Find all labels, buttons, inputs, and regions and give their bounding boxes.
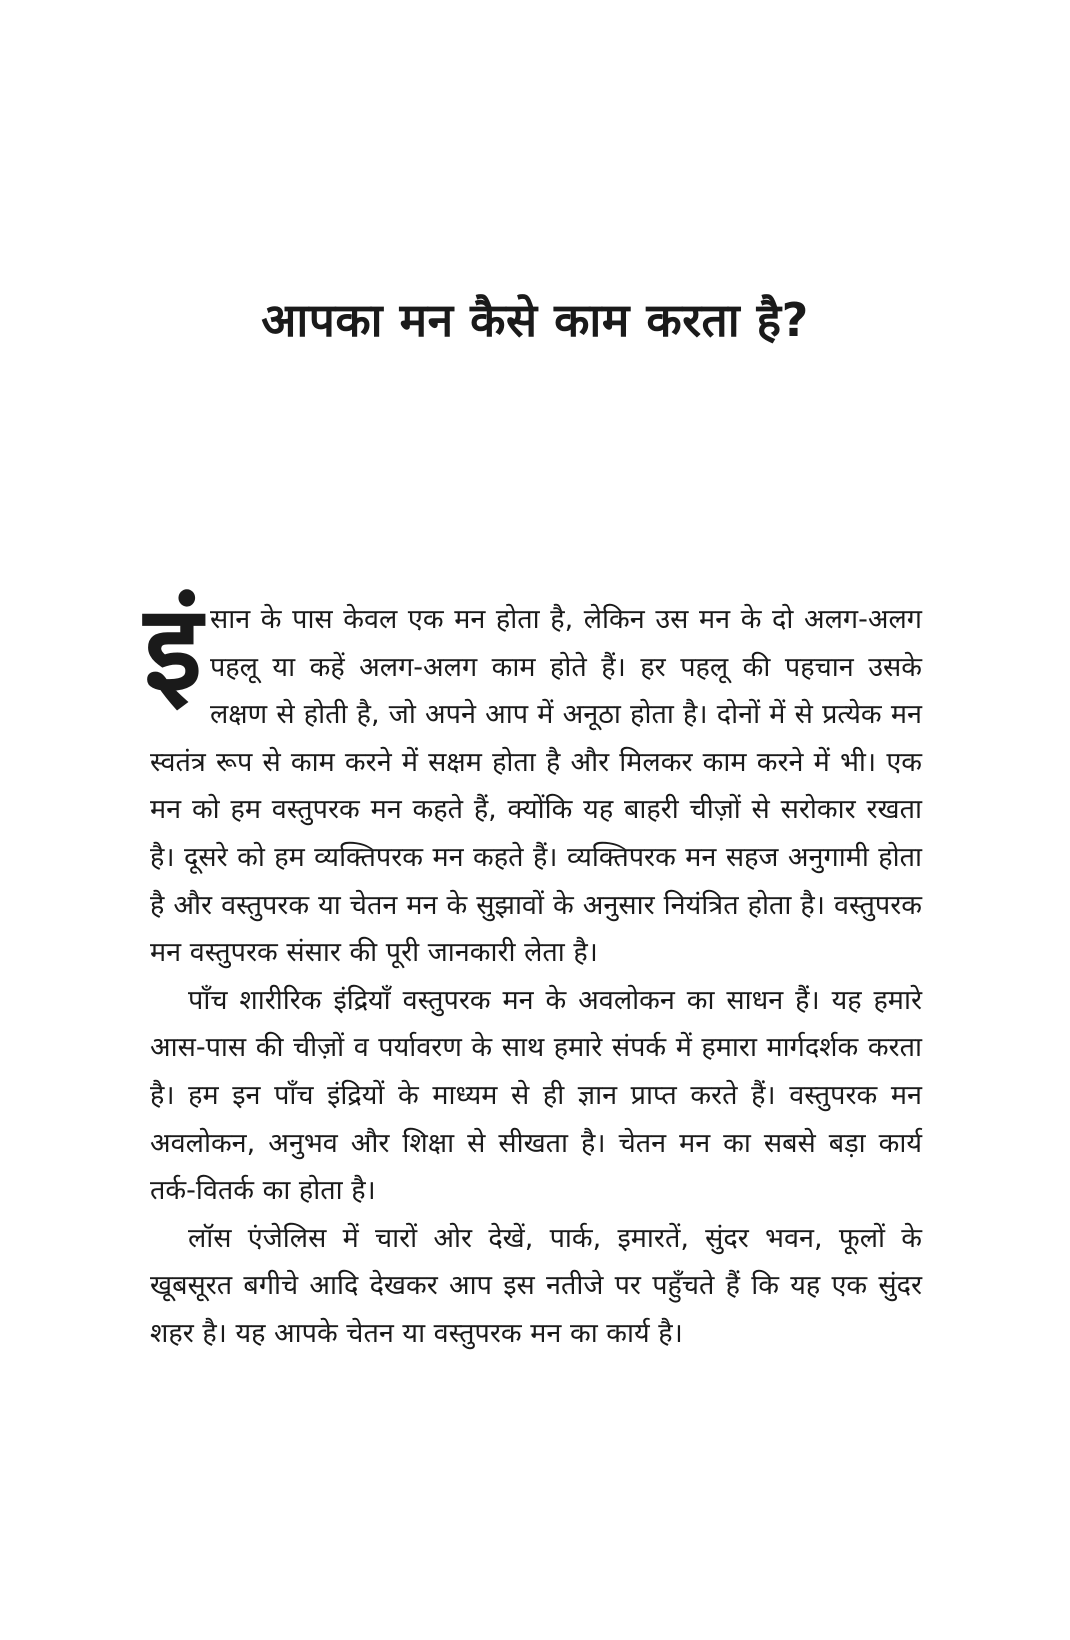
paragraph-1-text: सान के पास केवल एक मन होता है, लेकिन उस मन के दो अलग-अलग पहलू या कहें अलग-अलग काम होते हैं। हर पहलू की पहचान उसके लक्षण से होती है, जो अपने आप में अनूठा होता है। दोनों में से प्रत्येक मन स्वतंत्र रूप से काम करने में सक्षम होता है और मिलकर काम करने में भी। एक मन को हम वस्तुपरक मन कहते हैं, क्योंकि यह बाहरी चीज़ों से सरोकार रखता है। दूसरे को हम व्यक्तिपरक मन कहते हैं। व्यक्तिपरक मन सहज अनुगामी होता है और वस्तुपरक या चेतन मन के सुझावों के अनुसार नियंत्रित होता है। वस्तुपरक मन वस्तुपरक संसार की पूरी जानकारी लेता है। <box>150 604 922 969</box>
chapter-title: आपका मन कैसे काम करता है? <box>261 293 809 347</box>
paragraph-2: पाँच शारीरिक इंद्रियाँ वस्तुपरक मन के अवलोकन का साधन हैं। यह हमारे आस-पास की चीज़ों व पर्यावरण के साथ हमारे संपर्क में हमारा मार्गदर्शक करता है। हम इन पाँच इंद्रियों के माध्यम से ही ज्ञान प्राप्त करते हैं। वस्तुपरक मन अवलोकन, अनुभव और शिक्षा से सीखता है। चेतन मन का सबसे बड़ा कार्य तर्क-वितर्क का होता है। <box>150 984 922 1207</box>
drop-cap: इं <box>144 579 202 717</box>
paragraph-1 <box>144 579 922 977</box>
chapter-body <box>144 579 922 1358</box>
paragraph-3: लॉस एंजेलिस में चारों ओर देखें, पार्क, इमारतें, सुंदर भवन, फूलों के खूबसूरत बगीचे आदि देखकर आप इस नतीजे पर पहुँचते हैं कि यह एक सुंदर शहर है। यह आपके चेतन या वस्तुपरक मन का कार्य है। <box>150 1222 922 1349</box>
